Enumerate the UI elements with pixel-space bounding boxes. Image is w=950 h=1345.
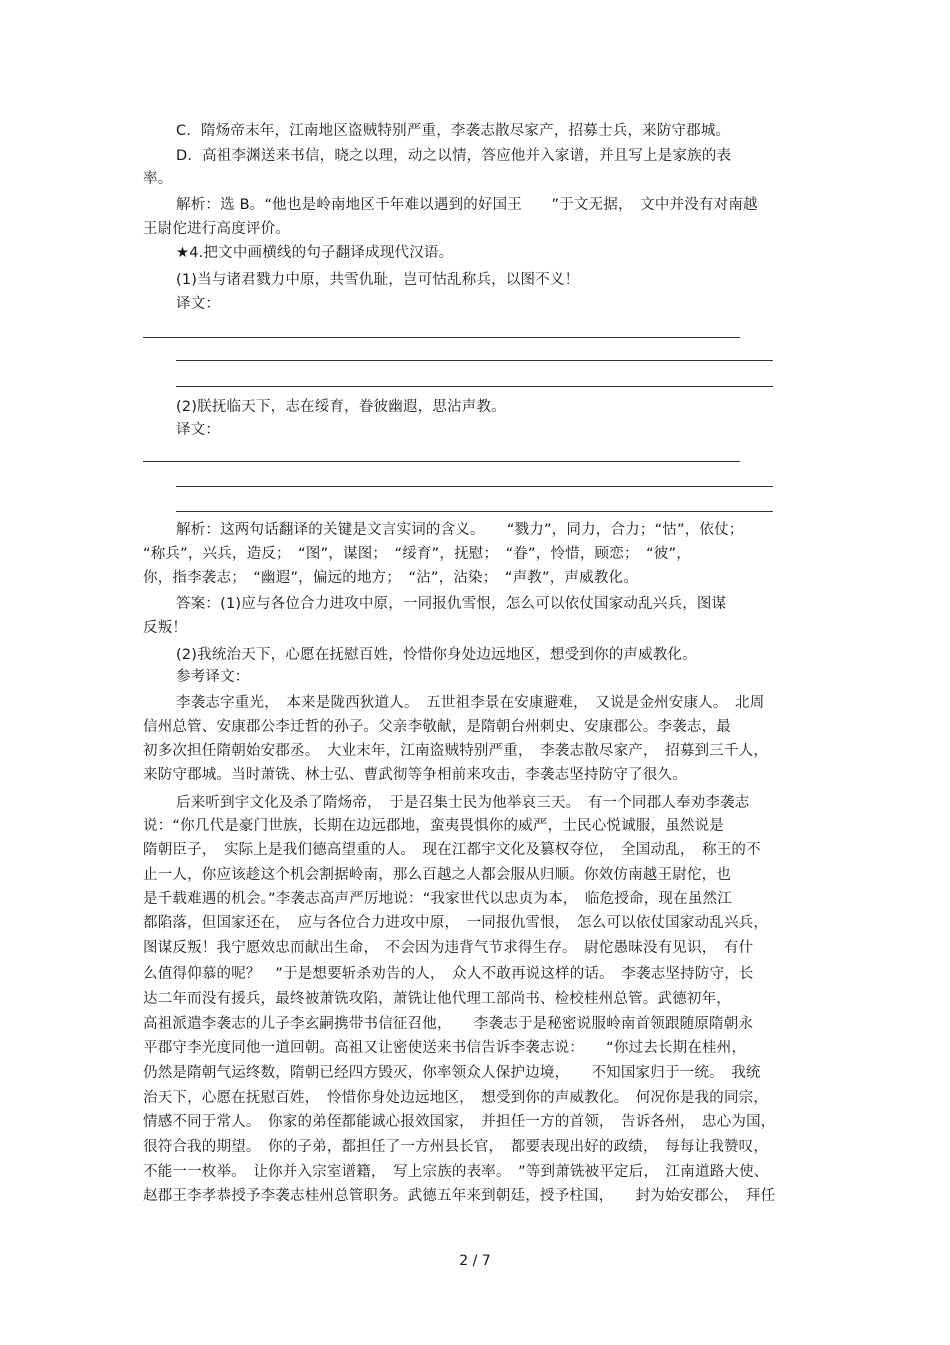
reference-line: 止一人，你应该趁这个机会割据岭南，那么百越之人都会服从归顺。你效仿南越王尉佗，也	[143, 867, 731, 883]
page-number: 2 / 7	[459, 1253, 491, 1269]
reference-line: 治天下，心愿在抚慰百姓， 怜惜你身处边远地区， 想受到你的声威教化。 何况你是我的同宗，	[143, 1090, 769, 1106]
question-4-sentence-2: (2)朕抚临天下，志在绥育，眷彼幽遐，思沾声教。	[176, 399, 506, 415]
answer-blank-line	[176, 486, 773, 487]
answer-blank-line	[176, 386, 773, 387]
translation-label-2: 译文：	[176, 422, 221, 438]
reference-line: 来防守郡城。当时萧铣、林士弘、曹武彻等争相前来攻击，李袭志坚持防守了很久。	[143, 767, 687, 783]
answer-line3: (2)我统治天下，心愿在抚慰百姓，怜惜你身处边远地区，想受到你的声威教化。	[176, 647, 697, 663]
answer-blank-line	[176, 511, 773, 512]
option-c: C．隋炀帝末年，江南地区盗贼特别严重，李袭志散尽家产，招募士兵，来防守郡城。	[176, 123, 731, 139]
reference-line: 是千载难遇的机会。”李袭志高声严厉地说：“我家世代以忠贞为本， 临危授命，现在虽然江	[143, 891, 732, 907]
answer-blank-line	[143, 337, 740, 338]
option-d-line2: 率。	[143, 171, 173, 187]
reference-line: 说：“你几代是豪门世族，长期在边远郡地，蛮夷畏惧你的威严，士民心悦诚服，虽然说是	[143, 818, 725, 834]
reference-line: 仍然是隋朝气运终数，隋朝已经四方毁灭，你率领众人保护边境， 不知国家归于一统。 我统	[143, 1065, 761, 1081]
analysis-q4-line3: 你，指李袭志； “幽遐”，偏远的地方； “沾”，沾染； “声教”，声威教化。	[143, 570, 638, 586]
question-4-sentence-1: (1)当与诸君戮力中原，共雪仇耻，岂可怙乱称兵，以图不义！	[176, 272, 580, 288]
analysis-q3-line1: 解析：选 B。“他也是岭南地区千年难以遇到的好国王 ”于文无据， 文中并没有对南越	[176, 197, 758, 213]
reference-line: 不能一一枚举。 让你并入宗室谱籍， 写上宗族的表率。 ”等到萧铣被平定后， 江南道路大使、	[143, 1164, 769, 1180]
reference-line: 图谋反叛！我宁愿效忠而献出生命， 不会因为违背气节求得生存。 尉佗愚昧没有见识， 有什	[143, 940, 754, 956]
reference-line: 高祖派遣李袭志的儿子李玄嗣携带书信征召他， 李袭志于是秘密说服岭南首领跟随原隋朝永	[143, 1016, 754, 1032]
reference-line: 平郡守李光度同他一道回朝。高祖又让密使送来书信告诉李袭志说： “你过去长期在桂州，	[143, 1040, 747, 1056]
reference-line: 达二年而没有援兵，最终被萧铣攻陷，萧铣让他代理工部尚书、检校桂州总管。武德初年，	[143, 991, 731, 1007]
reference-line: 都陷落，但国家还在， 应与各位合力进攻中原， 一同报仇雪恨， 怎么可以依仗国家动乱兴兵，	[143, 915, 769, 931]
reference-line: 很符合我的期望。 你的子弟，都担任了一方州县长官， 都要表现出好的政绩， 每每让我赞叹，	[143, 1139, 769, 1155]
question-4-title: ★4.把文中画横线的句子翻译成现代汉语。	[176, 245, 454, 261]
answer-blank-line	[176, 360, 773, 361]
analysis-q4-line2: “称兵”，兴兵，造反； “图”，谋图； “绥育”，抚慰； “眷”，怜惜，顾恋； “彼”，	[143, 546, 691, 562]
answer-line2: 反叛！	[143, 620, 188, 636]
reference-title: 参考译文：	[176, 669, 250, 685]
reference-line: 隋朝臣子， 实际上是我们德高望重的人。 现在江都宇文化及篡权夺位， 全国动乱， 称王的不	[143, 842, 761, 858]
translation-label-1: 译文：	[176, 296, 221, 312]
reference-line: 李袭志字重光， 本来是陇西狄道人。 五世祖李景在安康避难， 又说是金州安康人。 北周	[176, 695, 765, 711]
answer-line1: 答案：(1)应与各位合力进攻中原，一同报仇雪恨，怎么可以依仗国家动乱兴兵，图谋	[176, 596, 727, 612]
reference-line: 初多次担任隋朝始安郡丞。 大业末年，江南盗贼特别严重， 李袭志散尽家产， 招募到三千人，	[143, 743, 769, 759]
reference-line: 么值得仰慕的呢？ ”于是想要斩杀劝告的人， 众人不敢再说这样的话。 李袭志坚持防守，长	[143, 966, 754, 982]
reference-line: 情感不同于常人。 你家的弟侄都能诚心报效国家， 并担任一方的首领， 告诉各州， 忠心为国，	[143, 1114, 776, 1130]
reference-line: 后来听到宇文化及杀了隋炀帝， 于是召集士民为他举哀三天。 有一个同郡人奉劝李袭志	[176, 795, 750, 811]
reference-line: 信州总管、安康郡公李迁哲的孙子。父亲李敬献，是隋朝台州刺史、安康郡公。李袭志，最	[143, 719, 731, 735]
option-d-line1: D．高祖李渊送来书信，晓之以理，动之以情，答应他并入家谱，并且写上是家族的表	[176, 148, 732, 164]
reference-line: 赵郡王李孝恭授予李袭志桂州总管职务。武德五年来到朝廷，授予柱国， 封为始安郡公， 拜任	[143, 1188, 776, 1204]
analysis-q4-line1: 解析：这两句话翻译的关键是文言实词的含义。 “戮力”，同力，合力；“怙”，依仗；	[176, 522, 744, 538]
answer-blank-line	[143, 461, 740, 462]
analysis-q3-line2: 王尉佗进行高度评价。	[143, 221, 290, 237]
